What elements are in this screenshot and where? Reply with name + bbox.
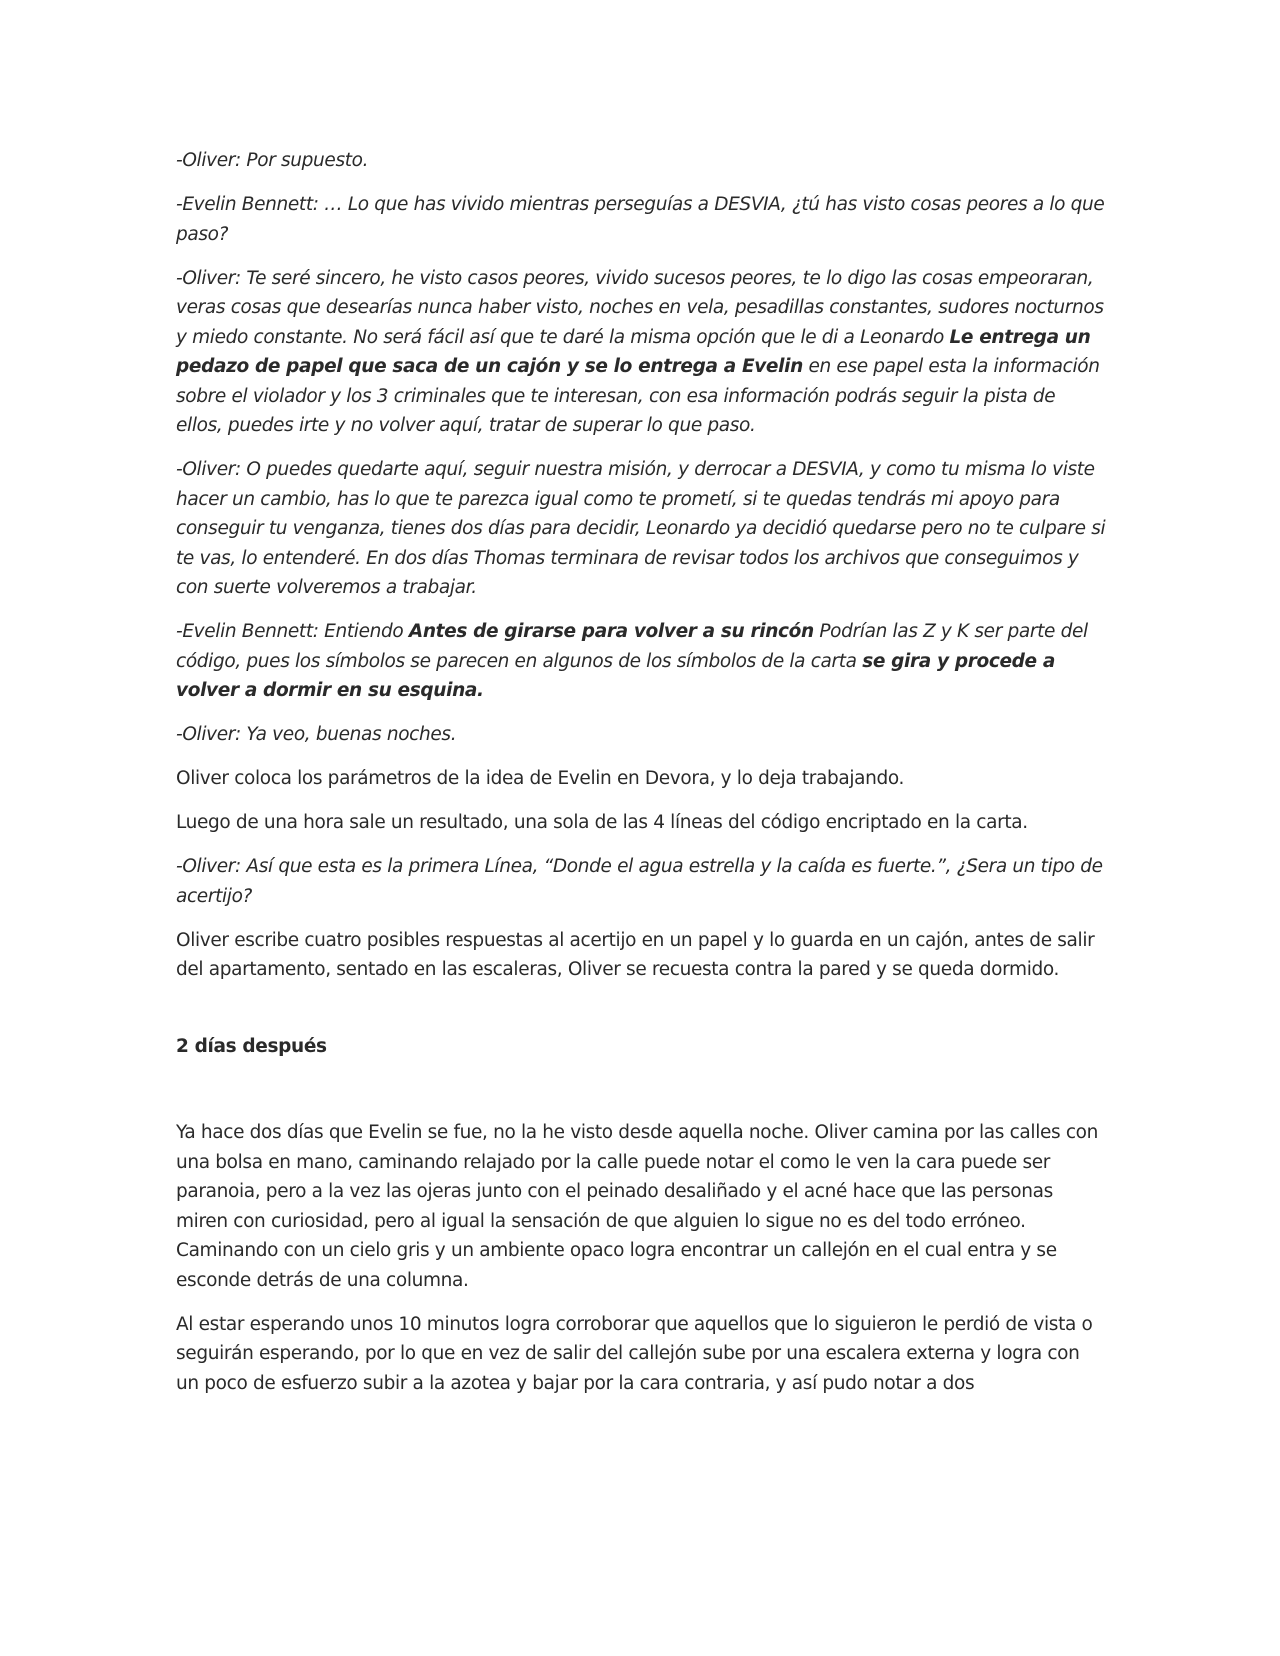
stage-direction: Antes de girarse para volver a su rincón	[408, 621, 814, 642]
dialogue-text: -Oliver: Así que esta es la primera Línea, “Donde el agua estrella y la caída es fuerte.”, ¿Sera un tipo de acertijo?	[176, 856, 1103, 907]
dialogue-paragraph	[176, 146, 1106, 176]
dialogue-text: -Oliver: Por supuesto.	[176, 150, 369, 171]
dialogue-text: -Oliver: O puedes quedarte aquí, seguir nuestra misión, y derrocar a DESVIA, y como tu misma lo viste hacer un cambio, has lo que te parezca igual como te prometí, si te quedas tendrás mi apoyo para conseguir tu venganza, tienes dos días para decidir, Leonardo ya decidió quedarse pero no te culpare si te vas, lo entenderé. En dos días Thomas terminara de revisar todos los archivos que conseguimos y con suerte volveremos a trabajar.	[176, 459, 1106, 598]
dialogue-text: -Evelin Bennett: Entiendo	[176, 621, 409, 642]
dialogue-text: -Evelin Bennett: … Lo que has vivido mientras perseguías a DESVIA, ¿tú has visto cosas peores a lo que paso?	[176, 194, 1105, 245]
narration-paragraph	[176, 926, 1106, 985]
dialogue-text: -Oliver: Ya veo, buenas noches.	[176, 724, 457, 745]
dialogue-paragraph	[176, 190, 1106, 249]
narration-paragraph: Al estar esperando unos 10 minutos logra corroborar que aquellos que lo siguieron le perdió de vista o seguirán esperando, por lo que en vez de salir del callejón sube por una escalera externa y logra con un poco de esfuerzo subir a la azotea y bajar por la cara contraria, y así pudo notar a dos	[176, 1313, 1093, 1394]
dialogue-text: en ese papel esta la información sobre el violador y los 3 criminales que te interesan, con esa información podrás seguir la pista de ellos, puedes irte y no volver aquí, tratar de superar lo que paso.	[176, 356, 1100, 436]
narration-paragraph: Ya hace dos días que Evelin se fue, no la he visto desde aquella noche. Oliver camina por las calles con una bolsa en mano, caminando relajado por la calle puede notar el como le ven la cara puede ser paranoia, pero a la vez las ojeras junto con el peinado desaliñado y el acné hace que las personas miren con curiosidad, pero al igual la sensación de que alguien lo sigue no es del todo erróneo. Caminando con un cielo gris y un ambiente opaco logra encontrar un callejón en el cual entra y se esconde detrás de una columna.	[176, 1122, 1099, 1291]
stage-direction: Le entrega un pedazo de papel que saca de un cajón y se lo entrega a Evelin	[176, 326, 1091, 377]
dialogue-paragraph	[176, 617, 1106, 706]
dialogue-paragraph	[176, 264, 1106, 441]
dialogue-paragraph	[176, 852, 1106, 911]
dialogue-paragraph	[176, 720, 1106, 750]
narration-paragraph	[176, 808, 1106, 838]
narration-text: Oliver escribe cuatro posibles respuestas al acertijo en un papel y lo guarda en un cajón, antes de salir del apartamento, sentado en las escaleras, Oliver se recuesta contra la pared y se queda dormido.	[176, 929, 1095, 980]
section-heading: 2 días después	[176, 1035, 327, 1057]
dialogue-paragraph	[176, 455, 1106, 603]
dialogue-text: Podrían las Z y K ser parte del código, pues los símbolos se parecen en algunos de los símbolos de la carta	[176, 621, 1088, 672]
document-page	[176, 146, 1106, 1413]
narration-text: Luego de una hora sale un resultado, una sola de las 4 líneas del código encriptado en la carta.	[176, 812, 1028, 833]
stage-direction: se gira y procede a volver a dormir en su esquina.	[176, 650, 1055, 701]
narration-text: Oliver coloca los parámetros de la idea de Evelin en Devora, y lo deja trabajando.	[176, 768, 905, 789]
narration-paragraph	[176, 764, 1106, 794]
dialogue-text: -Oliver: Te seré sincero, he visto casos peores, vivido sucesos peores, te lo digo las cosas empeoraran, veras cosas que desearías nunca haber visto, noches en vela, pesadillas constantes, sudores nocturnos y miedo constante. No será fácil así que te daré la misma opción que le di a Leonardo	[176, 267, 1104, 348]
